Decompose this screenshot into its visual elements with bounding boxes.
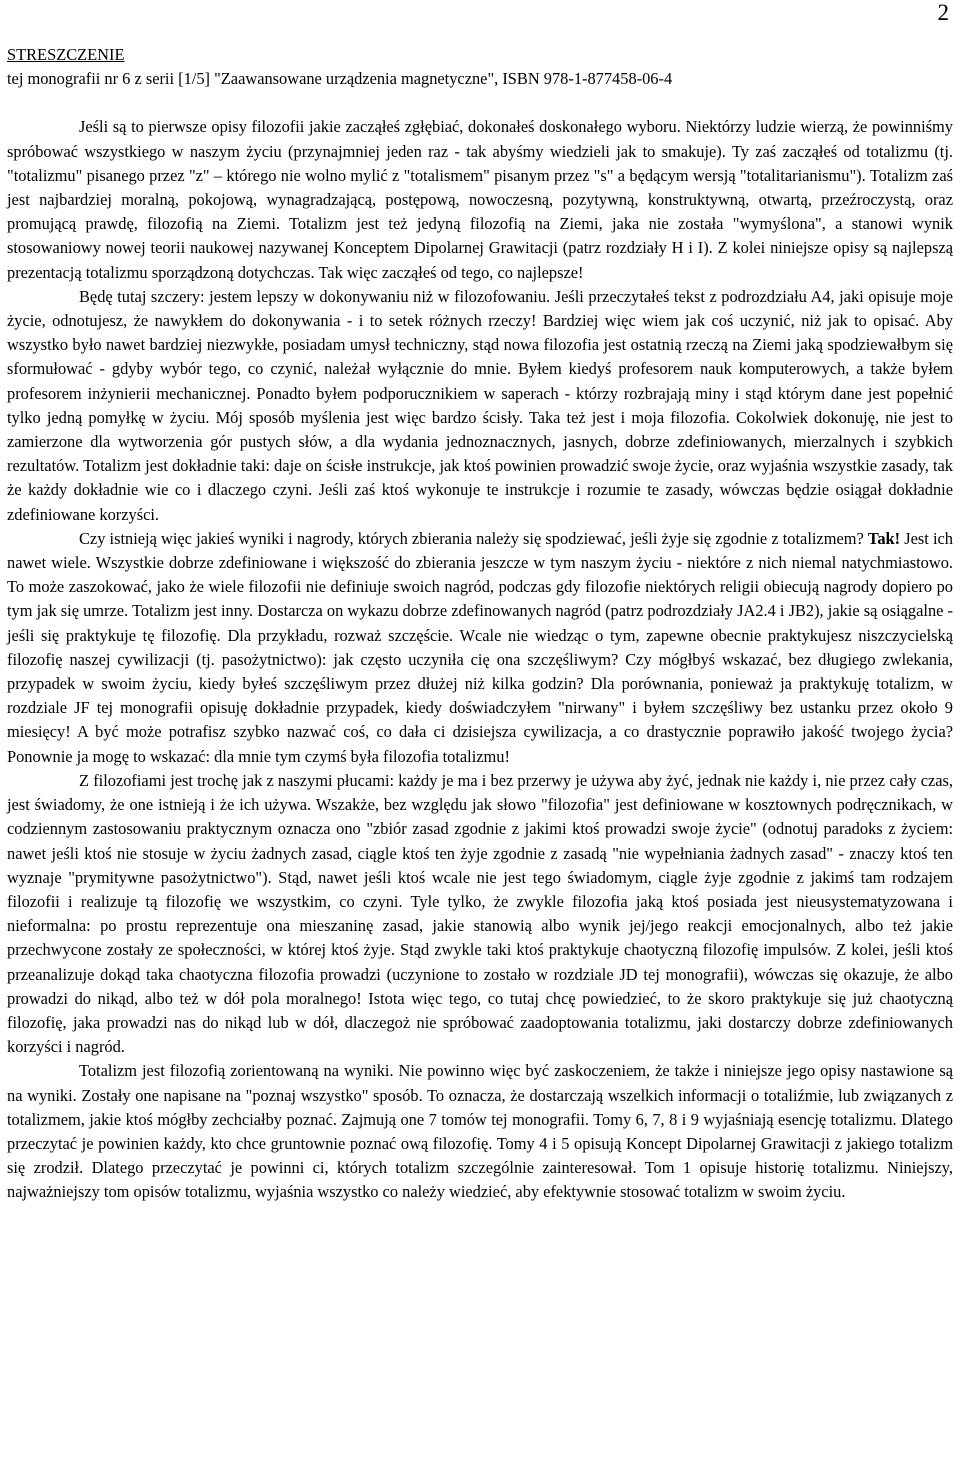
paragraph-monograph-structure: Totalizm jest filozofią zorientowaną na wyniki. Nie powinno więc być zaskoczeniem, że także i niniejsze jego opisy nastawione są na wyniki. Zostały one napisane na "poznaj wszystko" sposób. To oznacza, że dostarczają wszelkich informacji o totaliźmie, lub związanych z totalizmem, jakie ktoś mógłby zechciałby poznać. Zajmują one 7 tomów tej monografii. Tomy 6, 7, 8 i 9 wyjaśniają esencję totalizmu. Dlatego przeczytać je powinien każdy, kto chce gruntownie poznać ową filozofię. Tomy 4 i 5 opisują Koncept Dipolarnej Grawitacji z jakiego totalizm się zrodził. Dlatego przeczytać je powinni ci, których totalizm szczególnie zainteresował. Tom 1 opisuje historię totalizmu. Niniejszy, najważniejszy tom opisów totalizmu, wyjaśnia wszystko co należy wiedzieć, aby efektywnie stosować totalizm w swoim życiu. [7,1061,953,1202]
paragraph-rewards-emphasis: Tak! [867,528,901,548]
paragraph-author-background: Będę tutaj szczery: jestem lepszy w dokonywaniu niż w filozofowaniu. Jeśli przeczytałeś tekst z podrozdziału A4, jaki opisuje moje życie, odnotujesz, że nawykłem do dokonywania - i to setek różnych rzeczy! Bardziej więc wiem jak coś uczynić, niż jak to opisać. Aby wszystko było nawet bardziej niezwykłe, posiadam umysł techniczny, stąd nowa filozofia jest ostatnią rzeczą na Ziemi jaką spodziewałbym się sformułować - gdyby wybór tego, co czynić, należał wyłącznie do mnie. Byłem kiedyś profesorem nauk komputerowych, a także byłem profesorem inżynierii mechanicznej. Ponadto byłem podporucznikiem w saperach - którzy rozbrajają miny i stąd którym dane jest popełnić tylko jedną pomyłkę w życiu. Mój sposób myślenia jest więc bardzo ścisły. Taka też jest i moja filozofia. Cokolwiek dokonuję, nie jest to zamierzone dla wytworzenia gór pustych słów, a dla wydania jednoznacznych, jasnych, dobrze zdefiniowanych, mierzalnych i szybkich rezultatów. Totalizm jest dokładnie taki: daje on ścisłe instrukcje, jak ktoś powinien prowadzić swoje życie, oraz wyjaśnia wszystkie zasady, tak że każdy dokładnie wie co i dlaczego czyni. Jeśli zaś ktoś wykonuje te instrukcje i rozumie te zasady, wówczas będzie osiągał dokładnie zdefiniowane korzyści. [7,286,953,524]
paragraph-rewards-body: Jest ich nawet wiele. Wszystkie dobrze zdefiniowane i większość do zbierania jeszcze w tym naszym życiu - niektóre z nich niemal natychmiastowo. To może zaszokować, jako że wiele filozofii nie definiuje swoich nagród, podczas gdy filozofie niektórych religii obiecują nagrody dopiero po tym jak się umrze. Totalizm jest inny. Dostarcza on wykazu dobrze zdefinowanych nagród (patrz podrozdziały JA2.4 i JB2), jakie są osiągalne - jeśli się praktykuje tę filozofię. Dla przykładu, rozważ szczęście. Wcale nie wiedząc o tym, zapewne obecnie praktykujesz niszczycielską filozofię naszej cywilizacji (tj. pasożytnictwo): jak często uczyniła cię ona szczęśliwym? Czy mógłbyś wskazać, bez długiego zwlekania, przypadek w swoim życiu, kiedy byłeś szczęśliwym przez dłużej niż kilka godzin? Dla porównania, ponieważ ja praktykuję totalizm, w rozdziale JF tej monografii opisuję dokładnie przypadek, kiedy doświadczyłem "nirwany" i byłem szczęśliwy bez ustanku przez około 9 miesięcy! A być może potrafisz szybko nazwać coś, co dała ci dzisiejsza cywilizacja, a co drastycznie poprawiło jakość twojego życia? Ponownie ja mogę to wskazać: dla mnie tym czymś była filozofia totalizmu! [7,528,953,766]
page-number: 2 [937,0,949,25]
paragraph-philosophy-definition: Z filozofiami jest trochę jak z naszymi płucami: każdy je ma i bez przerwy je używa aby żyć, jednak nie każdy i, nie przez cały czas, jest świadomy, że one istnieją i że ich używa. Wszakże, bez względu jak słowo "filozofia" jest definiowane w kosztownych podręcznikach, w codziennym zastosowaniu praktycznym oznacza ono "zbiór zasad zgodnie z jakimi ktoś prowadzi swoje życie" (odnotuj paradoks z życiem: nawet jeśli ktoś nie stosuje w życiu żadnych zasad, ciągle ktoś ten żyje zgodnie z zasadą "nie wypełniania żadnych zasad" - znaczy ktoś ten wyznaje "prymitywne pasożytnictwo"). Stąd, nawet jeśli ktoś wcale nie jest tego świadomym, ciągle żyje zgodnie z jakimś tam rodzajem filozofii i realizuje tą filozofię we wszystkim, co czyni. Tyle tylko, że zwykle filozofia jaką ktoś posiada jest nieusystematyzowana i nieformalna: po prostu reprezentuje ona mieszaninę zasad, jakie stanowią albo wynik jej/jego reakcji emocjonalnych, albo też jakie przechwycone zostały ze społeczności, w której ktoś żyje. Stąd zwykle taki ktoś praktykuje chaotyczną filozofię impulsów. Z kolei, jeśli ktoś przeanalizuje dokąd taka chaotyczna filozofia prowadzi (uczynione to zostało w rozdziale JD tej monografii), wówczas się okazuje, że albo prowadzi do nikąd, albo też w dół pola moralnego! Istota więc tego, co tutaj chcę powiedzieć, to że skoro praktykuje się już chaotyczną filozofię, jaka prowadzi nas do nikąd lub w dół, dlaczegoż nie spróbować zaadoptowania totalizmu, jaki dostarczy dobrze zdefiniowanych korzyści i nagród. [7,770,953,1057]
paragraph-introduction: Jeśli są to pierwsze opisy filozofii jakie zacząłeś zgłębiać, dokonałeś doskonałego wyboru. Niektórzy ludzie wierzą, że powinniśmy spróbować wszystkiego w naszym życiu (przynajmniej jeden raz - tak abyśmy wiedzieli jak to smakuje). Ty zaś zacząłeś od totalizmu (tj. "totalizmu" pisanego przez "z" – którego nie wolno mylić z "totalismem" pisanym przez "s" a będącym wersją "totalitarianismu"). Totalizm zaś jest najbardziej moralną, pokojową, wynagradzającą, postępową, nowoczesną, pozytywną, konstruktywną, otwartą, przeźroczystą, oraz promującą prawdę, filozofią na Ziemi. Totalizm jest też jedyną filozofią na Ziemi, jaka nie została "wymyślona", a stanowi wynik stosowaniowy nowej teorii naukowej nazywanej Konceptem Dipolarnej Grawitacji (patrz rozdziały H i I). Z kolei niniejsze opisy są najlepszą prezentacją totalizmu sporządzoną dotychczas. Tak więc zacząłeś od tego, co najlepsze! [7,117,953,282]
monograph-subtitle: tej monografii nr 6 z serii [1/5] "Zaawansowane urządzenia magnetyczne", ISBN 978-1-877458-06-4 [7,69,673,89]
document-body [7,43,953,1205]
paragraph-rewards [7,527,953,769]
paragraph-rewards-lead: Czy istnieją więc jakieś wyniki i nagrody, których zbierania należy się spodziewać, jeśli żyje się zgodnie z totalizmem? [79,528,868,548]
section-heading: STRESZCZENIE [7,45,125,64]
